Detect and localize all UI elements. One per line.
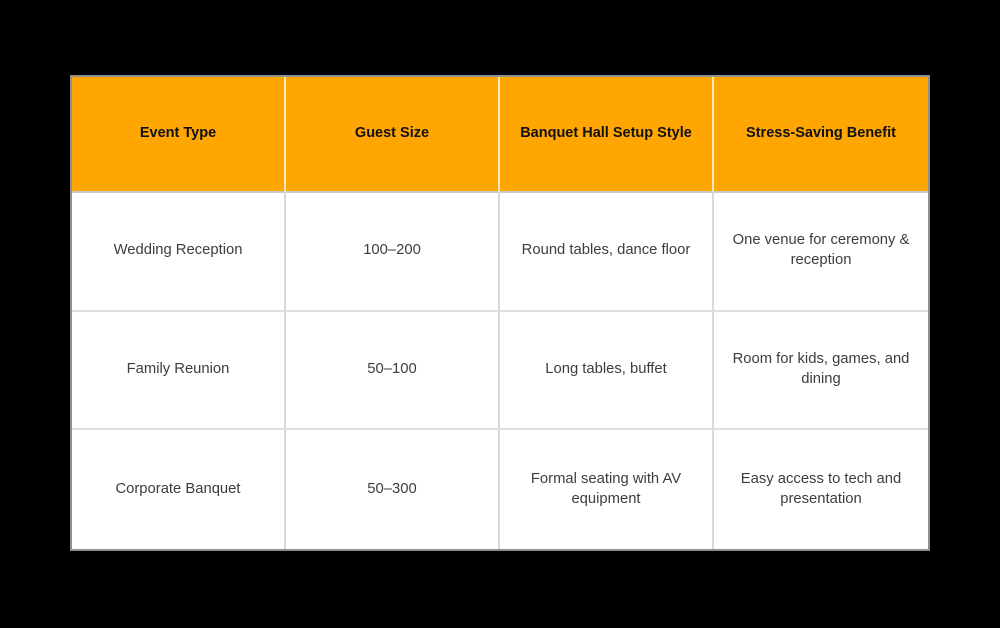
cell-event-type: Wedding Reception	[72, 193, 286, 312]
cell-event-type: Family Reunion	[72, 312, 286, 431]
cell-setup-style: Round tables, dance floor	[500, 193, 714, 312]
event-comparison-table	[70, 75, 930, 551]
column-header-guest-size: Guest Size	[286, 77, 500, 193]
cell-guest-size: 100–200	[286, 193, 500, 312]
column-header-event-type: Event Type	[72, 77, 286, 193]
cell-setup-style: Formal seating with AV equipment	[500, 430, 714, 549]
cell-benefit: One venue for ceremony & reception	[714, 193, 928, 312]
cell-event-type: Corporate Banquet	[72, 430, 286, 549]
column-header-stress-saving-benefit: Stress-Saving Benefit	[714, 77, 928, 193]
cell-setup-style: Long tables, buffet	[500, 312, 714, 431]
column-header-setup-style: Banquet Hall Setup Style	[500, 77, 714, 193]
cell-benefit: Room for kids, games, and dining	[714, 312, 928, 431]
cell-benefit: Easy access to tech and presentation	[714, 430, 928, 549]
cell-guest-size: 50–100	[286, 312, 500, 431]
cell-guest-size: 50–300	[286, 430, 500, 549]
